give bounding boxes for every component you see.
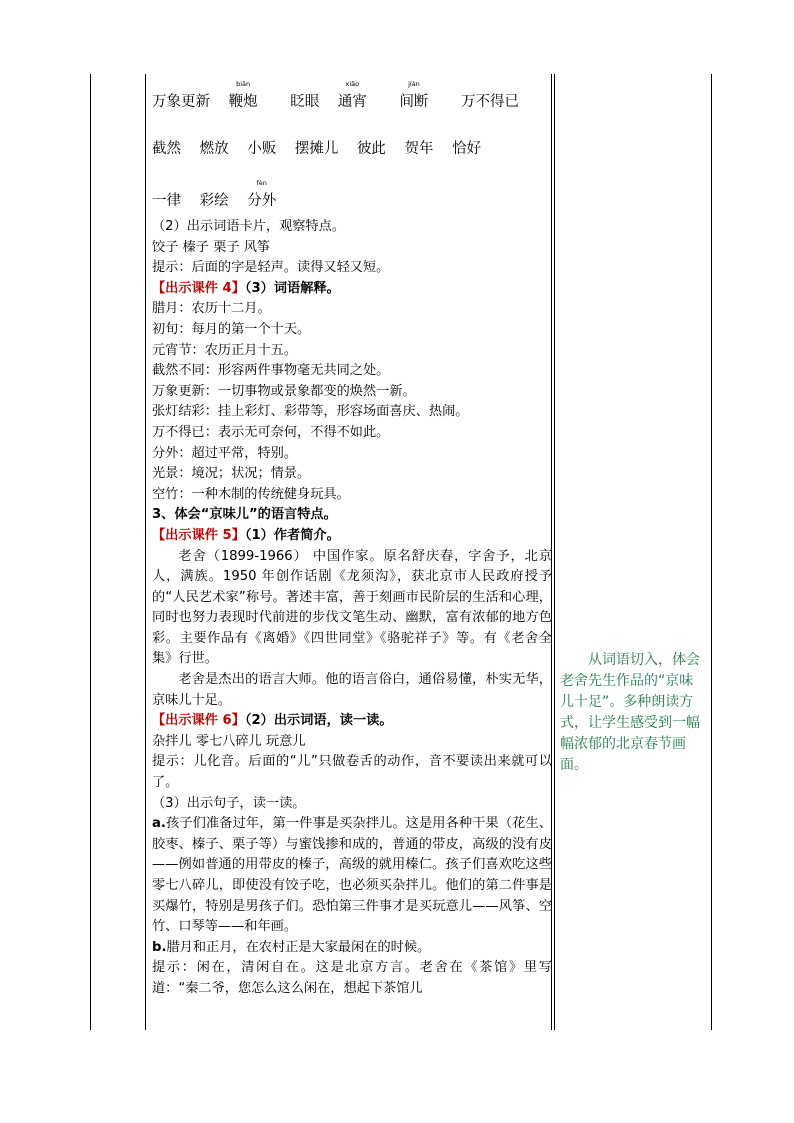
vocab-word: 摆摊儿 [294,141,339,157]
text-line [152,711,552,732]
vocab-word: 通宵 [337,94,367,110]
vocab-row-1 [152,80,533,111]
sentence-marker: a. [152,816,166,832]
pinyin: xiāo [345,80,360,88]
text-line: 杂拌儿 零七八碎儿 玩意儿 [152,733,306,749]
definition: 初旬：每月的第一个十天。 [152,321,311,337]
vocab-word: 间断 [399,94,429,110]
definition: 光景：境况；状况；情景。 [152,466,311,482]
vocab-word: 分外 [247,193,277,209]
vocab-word: 彩绘 [199,193,229,209]
vocab-word: 一律 [152,193,181,209]
table-border-right [711,74,712,1030]
vocab-word: 眨眼 [290,94,320,110]
text-line: 饺子 榛子 栗子 风筝 [152,239,271,255]
vocab-word: 截然 [152,141,181,157]
courseware-tag: 【出示课件 5】 [152,527,245,543]
lesson-table [90,74,712,1030]
sentence-b [152,938,552,959]
text-line [152,279,552,300]
vocab-word-pinyin [399,80,442,111]
table-border-col1 [145,74,146,1030]
section-heading: 3、体会“京味儿”的语言特点。 [152,507,337,523]
pinyin: fèn [256,179,267,187]
text-line: 提示：后面的字是轻声。读得又轻又短。 [152,260,390,276]
sentence-a [152,814,552,938]
author-language: 老舍是杰出的语言大师。他的语言俗白，通俗易懂，朴实无华，京味儿十足。 [152,672,552,708]
vocab-row-3 [152,179,304,210]
definition: 截然不同：形容两件事物毫无共同之处。 [152,363,390,379]
definition: 分外：超过平常，特别。 [152,445,298,461]
definition: 元宵节：农历正月十五。 [152,342,298,358]
text-line [152,526,552,547]
table-border-col2-double [554,74,555,1030]
vocab-word: 万不得已 [461,94,520,110]
sentence-text: 腊月和正月，在农村正是大家最闲在的时候。 [166,939,431,955]
courseware-tag: 【出示课件 6】 [152,713,245,729]
vocab-word-pinyin [247,179,290,210]
vocab-word: 贺年 [404,141,434,157]
vocab-word-pinyin [228,80,272,111]
definition: 万象更新：一切事物或景象都变的焕然一新。 [152,383,416,399]
vocab-row-2 [152,137,495,158]
author-bio: 老舍（1899-1966） 中国作家。原名舒庆春，字舍予，北京人，满族。1950 年创作话剧《龙须沟》，获北京市人民政府授予的“人民艺术家”称号。著述丰富，善于刻画市民阶层的生活和心理，同时也努力表现时代前进的步伐文笔生动、幽默，富有浓郁的地方色彩。主要作品有《离婚》《四世同堂》《骆驼祥子》等。有《老舍全集》行世。 [152,548,552,667]
text-line: （3）出示句子，读一读。 [152,795,306,811]
step-heading: （3）词语解释。 [244,280,340,296]
vocab-word: 小贩 [247,141,277,157]
sentence-text: 孩子们准备过年，第一件事是买杂拌儿。这是用各种干果（花生、胶枣、榛子、栗子等）与蜜饯掺和成的，普通的带皮，高级的没有皮——例如普通的用带皮的榛子，高级的就用榛仁。孩子们喜欢吃这些零七八碎儿，即使没有饺子吃，也必须买杂拌儿。他们的第二件事是买爆竹，特别是男孩子们。恐怕第三件事才是买玩意儿——风筝、空竹、口琴等——和年画。 [152,816,552,935]
vocab-word: 燃放 [199,141,229,157]
design-intent-note [560,650,706,776]
courseware-tag: 【出示课件 4】 [152,280,245,296]
vocab-word: 鞭炮 [228,94,258,110]
step-heading: （1）作者简介。 [244,527,340,543]
pinyin: biān [236,80,251,88]
text-line: （2）出示词语卡片，观察特点。 [152,219,346,234]
vocab-word-pinyin [337,80,381,111]
sentence-marker: b. [152,939,167,955]
step-heading: （2）出示词语，读一读。 [244,713,393,729]
vocab-word: 万象更新 [152,94,210,110]
table-border-left [90,74,91,1030]
hint: 提示：儿化音。后面的“儿”只做卷舌的动作，音不要读出来就可以了。 [152,754,552,791]
definition: 万不得已：表示无可奈何，不得不如此。 [152,424,390,440]
lesson-content [152,217,552,1000]
definition: 空竹：一种木制的传统健身玩具。 [152,486,350,502]
vocab-word: 彼此 [356,141,386,157]
pinyin: jiàn [408,80,420,88]
note-text: 从词语切入，体会老舍先生作品的“京味儿十足”。多种朗读方式，让学生感受到一幅幅浓郁的北京春节画面。 [560,652,700,773]
hint: 提示：闲在，清闲自在。这是北京方言。老舍在《茶馆》里写道：“秦二爷，您怎么这么闲在，想起下茶馆儿 [152,960,552,996]
vocab-word: 恰好 [452,141,482,157]
definition: 腊月：农历十二月。 [152,301,271,317]
definition: 张灯结彩：挂上彩灯、彩带等，形容场面喜庆、热闹。 [152,404,469,420]
